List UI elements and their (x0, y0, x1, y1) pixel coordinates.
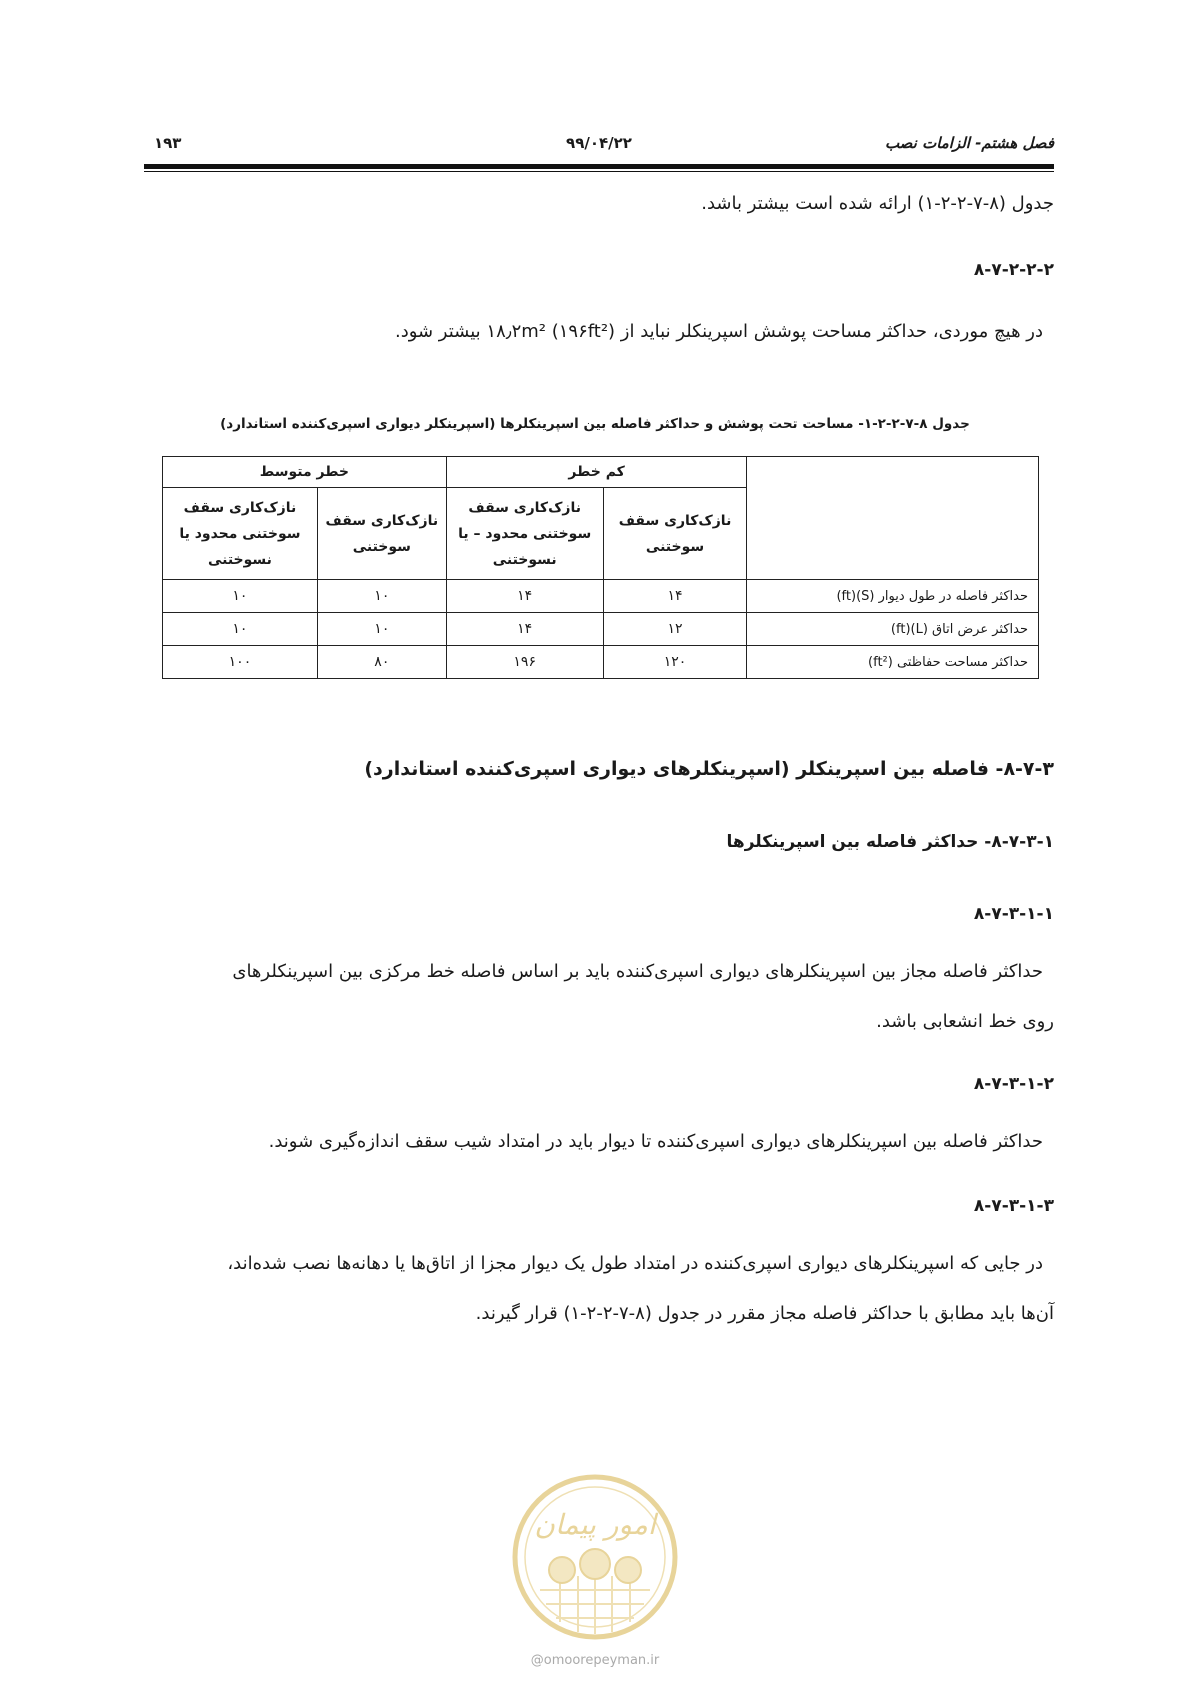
header-date: ۹۹/۰۴/۲۲ (566, 134, 632, 152)
clause-text: در هیچ موردی، حداکثر مساحت پوشش اسپرینکلر نباید از ۱۸٫۲m² (۱۹۶ft²) بیشتر شود. (394, 321, 1043, 342)
table-cell: ۱۹۶ (446, 646, 603, 679)
subsection-heading: ۸-۷-۳-۱- حداکثر فاصله بین اسپرینکلرها (726, 832, 1054, 852)
table-cell: ۱۰ (317, 613, 446, 646)
intro-line: جدول (۸-۷-۲-۲-۱) ارائه شده است بیشتر باشد. (701, 193, 1054, 214)
table-cell: ۱۴ (446, 580, 603, 613)
table-corner-cell (747, 457, 1039, 580)
table-cell: ۸۰ (317, 646, 446, 679)
table-cell: ۱۴ (603, 580, 747, 613)
subheader-cell: نازک‌کاری سقف سوختنی محدود – یا نسوختنی (446, 488, 603, 580)
subheader-cell: نازک‌کاری سقف سوختنی (317, 488, 446, 580)
seal-text: امور پیمان (534, 1508, 656, 1541)
subheader-cell: نازک‌کاری سقف سوختنی محدود یا نسوختنی (163, 488, 318, 580)
watermark-seal-icon (510, 1472, 680, 1642)
clause-text-line: در جایی که اسپرینکلرهای دیواری اسپری‌کننده در امتداد طول یک دیوار مجزا از اتاق‌ها یا دهانه‌ها نصب شده‌اند، (227, 1253, 1043, 1274)
watermark-website: @omoorepeyman.ir (530, 1653, 660, 1668)
row-label: حداکثر مساحت حفاظتی (ft²) (747, 646, 1039, 679)
table-group-header-row (163, 457, 1039, 488)
header-rule-thin (144, 171, 1054, 172)
clause-number: ۸-۷-۳-۱-۳ (973, 1196, 1054, 1216)
running-header (144, 134, 1054, 158)
clause-text: حداکثر فاصله بین اسپرینکلرهای دیواری اسپری‌کننده تا دیوار باید در امتداد شیب سقف اندازه‌گیری شوند. (268, 1131, 1043, 1152)
table-caption: جدول ۸-۷-۲-۲-۱- مساحت تحت پوشش و حداکثر فاصله بین اسپرینکلرها (اسپرینکلر دیواری اسپری‌کننده استاندارد) (220, 416, 970, 432)
header-rule-thick (144, 164, 1054, 169)
page-number: ۱۹۳ (154, 134, 182, 152)
table-row (163, 580, 1039, 613)
group-header-low-hazard: کم خطر (446, 457, 747, 488)
subheader-cell: نازک‌کاری سقف سوختنی (603, 488, 747, 580)
clause-number: ۸-۷-۳-۱-۲ (973, 1074, 1054, 1094)
chapter-title: فصل هشتم- الزامات نصب (884, 134, 1054, 152)
row-label: حداکثر عرض اتاق (L)(ft) (747, 613, 1039, 646)
table-cell: ۱۴ (446, 613, 603, 646)
table-cell: ۱۰ (317, 580, 446, 613)
clause-text-line: حداکثر فاصله مجاز بین اسپرینکلرهای دیواری اسپری‌کننده باید بر اساس فاصله خط مرکزی بین اسپرینکلرهای (232, 961, 1043, 982)
table-cell: ۱۲ (603, 613, 747, 646)
clause-text-line: آن‌ها باید مطابق با حداکثر فاصله مجاز مقرر در جدول (۸-۷-۲-۲-۱) قرار گیرند. (475, 1303, 1054, 1324)
clause-text-line: روی خط انشعابی باشد. (876, 1011, 1054, 1032)
table-cell: ۱۲۰ (603, 646, 747, 679)
table-row (163, 646, 1039, 679)
group-header-ordinary-hazard: خطر متوسط (163, 457, 447, 488)
row-label: حداکثر فاصله در طول دیوار (S)(ft) (747, 580, 1039, 613)
table-row (163, 613, 1039, 646)
section-heading: ۸-۷-۳- فاصله بین اسپرینکلر (اسپرینکلرهای دیواری اسپری‌کننده استاندارد) (364, 758, 1054, 780)
clause-number: ۸-۷-۲-۲-۲ (973, 260, 1054, 280)
table-cell: ۱۰۰ (163, 646, 318, 679)
coverage-table (162, 456, 1039, 679)
table-cell: ۱۰ (163, 580, 318, 613)
table-cell: ۱۰ (163, 613, 318, 646)
clause-number: ۸-۷-۳-۱-۱ (973, 904, 1054, 924)
